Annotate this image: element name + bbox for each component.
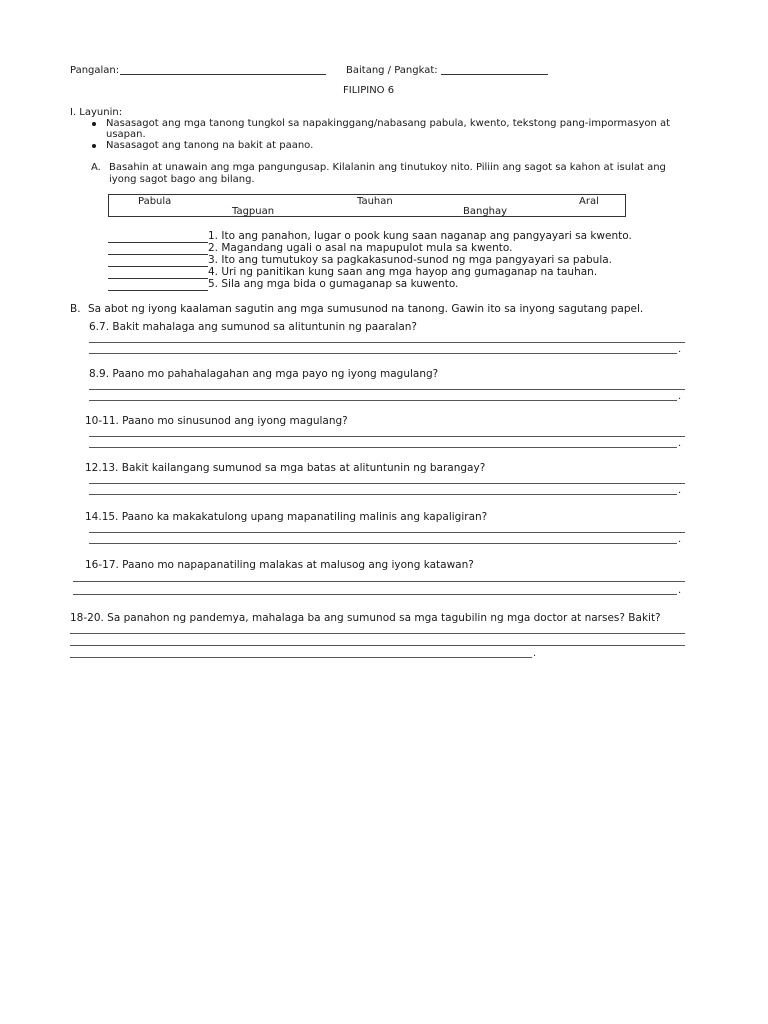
part-a-letter: A. xyxy=(91,162,101,173)
question-10-11: 10-11. Paano mo sinusunod ang iyong magulang? xyxy=(85,415,348,427)
answer-blank-3[interactable] xyxy=(108,266,208,267)
part-a-item-4: 4. Uri ng panitikan kung saan ang mga hayop ang gumaganap na tauhan. xyxy=(208,266,598,278)
answer-line[interactable] xyxy=(89,342,685,343)
objective-item-continued: usapan. xyxy=(106,129,146,140)
line-end-period: . xyxy=(678,344,682,355)
objective-item: Nasasagot ang tanong na bakit at paano. xyxy=(106,140,314,151)
answer-line[interactable] xyxy=(73,581,685,582)
answer-blank-4[interactable] xyxy=(108,278,208,279)
bullet-icon xyxy=(92,144,96,148)
question-18-20: 18-20. Sa panahon ng pandemya, mahalaga ba ang sumunod sa mga tagubilin ng mga doctor at narses? Bakit? xyxy=(70,612,661,624)
answer-line[interactable] xyxy=(89,447,677,448)
part-a-item-5: 5. Sila ang mga bida o gumaganap sa kuwento. xyxy=(208,278,459,290)
answer-line[interactable] xyxy=(73,594,677,595)
grade-blank-line[interactable] xyxy=(441,74,548,75)
answer-line[interactable] xyxy=(89,543,677,544)
part-a-item-3: 3. Ito ang tumutukoy sa pagkakasunod-sunod ng mga pangyayari sa pabula. xyxy=(208,254,613,266)
part-b-instructions: Sa abot ng iyong kaalaman sagutin ang mga sumusunod na tanong. Gawin ito sa inyong sagutang papel. xyxy=(88,303,644,315)
answer-line[interactable] xyxy=(89,483,685,484)
answer-line[interactable] xyxy=(89,494,677,495)
line-end-period: . xyxy=(533,648,537,659)
answer-blank-1[interactable] xyxy=(108,242,208,243)
choices-box xyxy=(108,194,626,217)
answer-line[interactable] xyxy=(89,532,685,533)
question-6-7: 6.7. Bakit mahalaga ang sumunod sa alituntunin ng paaralan? xyxy=(89,321,417,333)
answer-line[interactable] xyxy=(89,389,685,390)
part-a-item-2: 2. Magandang ugali o asal na mapupulot mula sa kwento. xyxy=(208,242,513,254)
choice-pabula: Pabula xyxy=(138,196,172,207)
answer-line[interactable] xyxy=(70,633,685,634)
subject-title: FILIPINO 6 xyxy=(343,85,395,96)
line-end-period: . xyxy=(678,585,682,596)
question-16-17: 16-17. Paano mo napapanatiling malakas at malusog ang iyong katawan? xyxy=(85,559,474,571)
part-b-letter: B. xyxy=(70,303,81,315)
answer-line[interactable] xyxy=(89,436,685,437)
choice-aral: Aral xyxy=(579,196,599,207)
choice-banghay: Banghay xyxy=(463,206,508,217)
line-end-period: . xyxy=(678,438,682,449)
part-a-instructions-continued: iyong sagot bago ang bilang. xyxy=(109,174,255,185)
name-blank-line[interactable] xyxy=(120,74,326,75)
choice-tagpuan: Tagpuan xyxy=(232,206,275,217)
line-end-period: . xyxy=(678,534,682,545)
name-label: Pangalan: xyxy=(70,65,120,76)
line-end-period: . xyxy=(678,485,682,496)
question-8-9: 8.9. Paano mo pahahalagahan ang mga payo ng iyong magulang? xyxy=(89,368,439,380)
grade-label: Baitang / Pangkat: xyxy=(346,65,438,76)
answer-blank-2[interactable] xyxy=(108,254,208,255)
objectives-heading: I. Layunin: xyxy=(70,107,123,118)
question-14-15: 14.15. Paano ka makakatulong upang mapanatiling malinis ang kapaligiran? xyxy=(85,511,488,523)
answer-line[interactable] xyxy=(70,645,685,646)
line-end-period: . xyxy=(678,391,682,402)
answer-line[interactable] xyxy=(89,353,677,354)
answer-line[interactable] xyxy=(89,400,677,401)
answer-line[interactable] xyxy=(70,657,532,658)
part-a-item-1: 1. Ito ang panahon, lugar o pook kung saan naganap ang pangyayari sa kwento. xyxy=(208,230,632,242)
answer-blank-5[interactable] xyxy=(108,290,208,291)
choice-tauhan: Tauhan xyxy=(357,196,393,207)
bullet-icon xyxy=(92,122,96,126)
objective-item: Nasasagot ang mga tanong tungkol sa napakinggang/nabasang pabula, kwento, tekstong pang-impormasyon at xyxy=(106,118,671,129)
part-a-instructions: Basahin at unawain ang mga pangungusap. Kilalanin ang tinutukoy nito. Piliin ang sagot sa kahon at isulat ang xyxy=(109,162,666,173)
question-12-13: 12.13. Bakit kailangang sumunod sa mga batas at alituntunin ng barangay? xyxy=(85,462,486,474)
